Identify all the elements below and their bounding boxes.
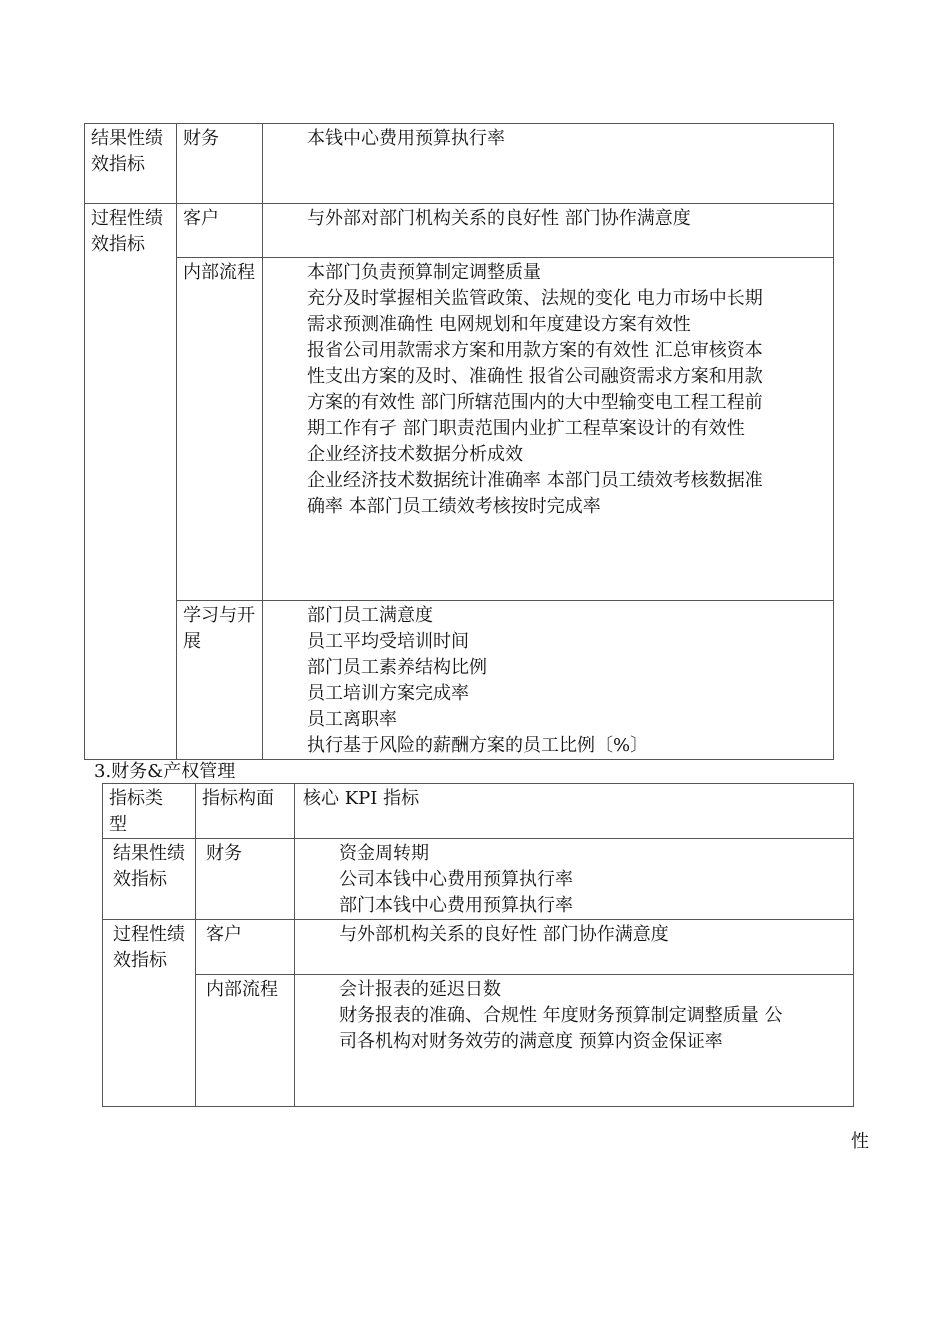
dimension-cell: 内部流程	[177, 258, 263, 601]
table-row	[85, 124, 834, 204]
kpi-line: 员工离职率	[307, 709, 397, 730]
dimension-cell: 客户	[196, 920, 295, 975]
kpi-cell	[263, 204, 834, 258]
kpi-line: 部门本钱中心费用预算执行率	[339, 895, 573, 916]
kpi-line: 期工作有孑 部门职责范围内业扩工程草案设计的有效性	[307, 418, 745, 439]
kpi-line: 本钱中心费用预算执行率	[307, 128, 505, 149]
kpi-line: 员工培训方案完成率	[307, 683, 469, 704]
header-cell-kpi: 核心 KPI 指标	[295, 784, 854, 839]
table-row	[85, 601, 834, 760]
table-row	[85, 204, 834, 258]
kpi-table-2	[102, 783, 854, 1107]
category-cell: 过程性绩效指标	[85, 204, 177, 760]
section-title: 3.财务&产权管理	[94, 761, 236, 782]
kpi-cell	[295, 975, 854, 1107]
table-row	[103, 920, 854, 975]
kpi-line: 需求预测准确性 电网规划和年度建设方案有效性	[307, 314, 691, 335]
table-row	[103, 975, 854, 1107]
header-cell-dimension: 指标构面	[196, 784, 295, 839]
kpi-line: 财务报表的准确、合规性 年度财务预算制定调整质量 公	[339, 1005, 783, 1026]
kpi-line: 员工平均受培训时间	[307, 631, 469, 652]
category-cell: 结果性绩效指标	[85, 124, 177, 204]
kpi-cell	[263, 258, 834, 601]
kpi-line: 与外部机构关系的良好性 部门协作满意度	[339, 924, 669, 945]
table-row	[85, 258, 834, 601]
category-cell: 过程性绩效指标	[103, 920, 196, 1107]
kpi-line: 报省公司用款需求方案和用款方案的有效性 汇总审核资本	[307, 340, 763, 361]
kpi-line: 部门员工素养结构比例	[307, 657, 487, 678]
header-cell-type: 指标类 型	[103, 784, 196, 839]
kpi-line: 公司本钱中心费用预算执行率	[339, 869, 573, 890]
kpi-line: 会计报表的延迟日数	[339, 979, 501, 1000]
kpi-cell	[295, 920, 854, 975]
dimension-cell: 内部流程	[196, 975, 295, 1107]
kpi-cell	[263, 124, 834, 204]
table-header-row	[103, 784, 854, 839]
kpi-line: 充分及时掌握相关监管政策、法规的变化 电力市场中长期	[307, 288, 763, 309]
table-row	[103, 839, 854, 920]
kpi-line: 本部门负责预算制定调整质量	[307, 262, 541, 283]
kpi-line: 资金周转期	[339, 843, 429, 864]
dimension-cell: 学习与开展	[177, 601, 263, 760]
kpi-line: 司各机构对财务效劳的满意度 预算内资金保证率	[339, 1031, 723, 1052]
kpi-line: 执行基于风险的薪酬方案的员工比例〔%〕	[307, 735, 649, 756]
kpi-line: 性支出方案的及时、准确性 报省公司融资需求方案和用款	[307, 366, 763, 387]
dimension-cell: 财务	[177, 124, 263, 204]
kpi-line: 企业经济技术数据统计准确率 本部门员工绩效考核数据准	[307, 470, 763, 491]
kpi-table-1	[84, 123, 834, 760]
kpi-line: 企业经济技术数据分析成效	[307, 444, 523, 465]
stray-text: 性	[851, 1131, 869, 1152]
kpi-line: 确率 本部门员工绩效考核按时完成率	[307, 496, 601, 517]
kpi-line: 部门员工满意度	[307, 605, 433, 626]
kpi-line: 方案的有效性 部门所辖范围内的大中型输变电工程工程前	[307, 392, 763, 413]
category-cell: 结果性绩效指标	[103, 839, 196, 920]
kpi-line: 与外部对部门机构关系的良好性 部门协作满意度	[307, 208, 691, 229]
kpi-cell	[295, 839, 854, 920]
kpi-cell	[263, 601, 834, 760]
dimension-cell: 客户	[177, 204, 263, 258]
dimension-cell: 财务	[196, 839, 295, 920]
